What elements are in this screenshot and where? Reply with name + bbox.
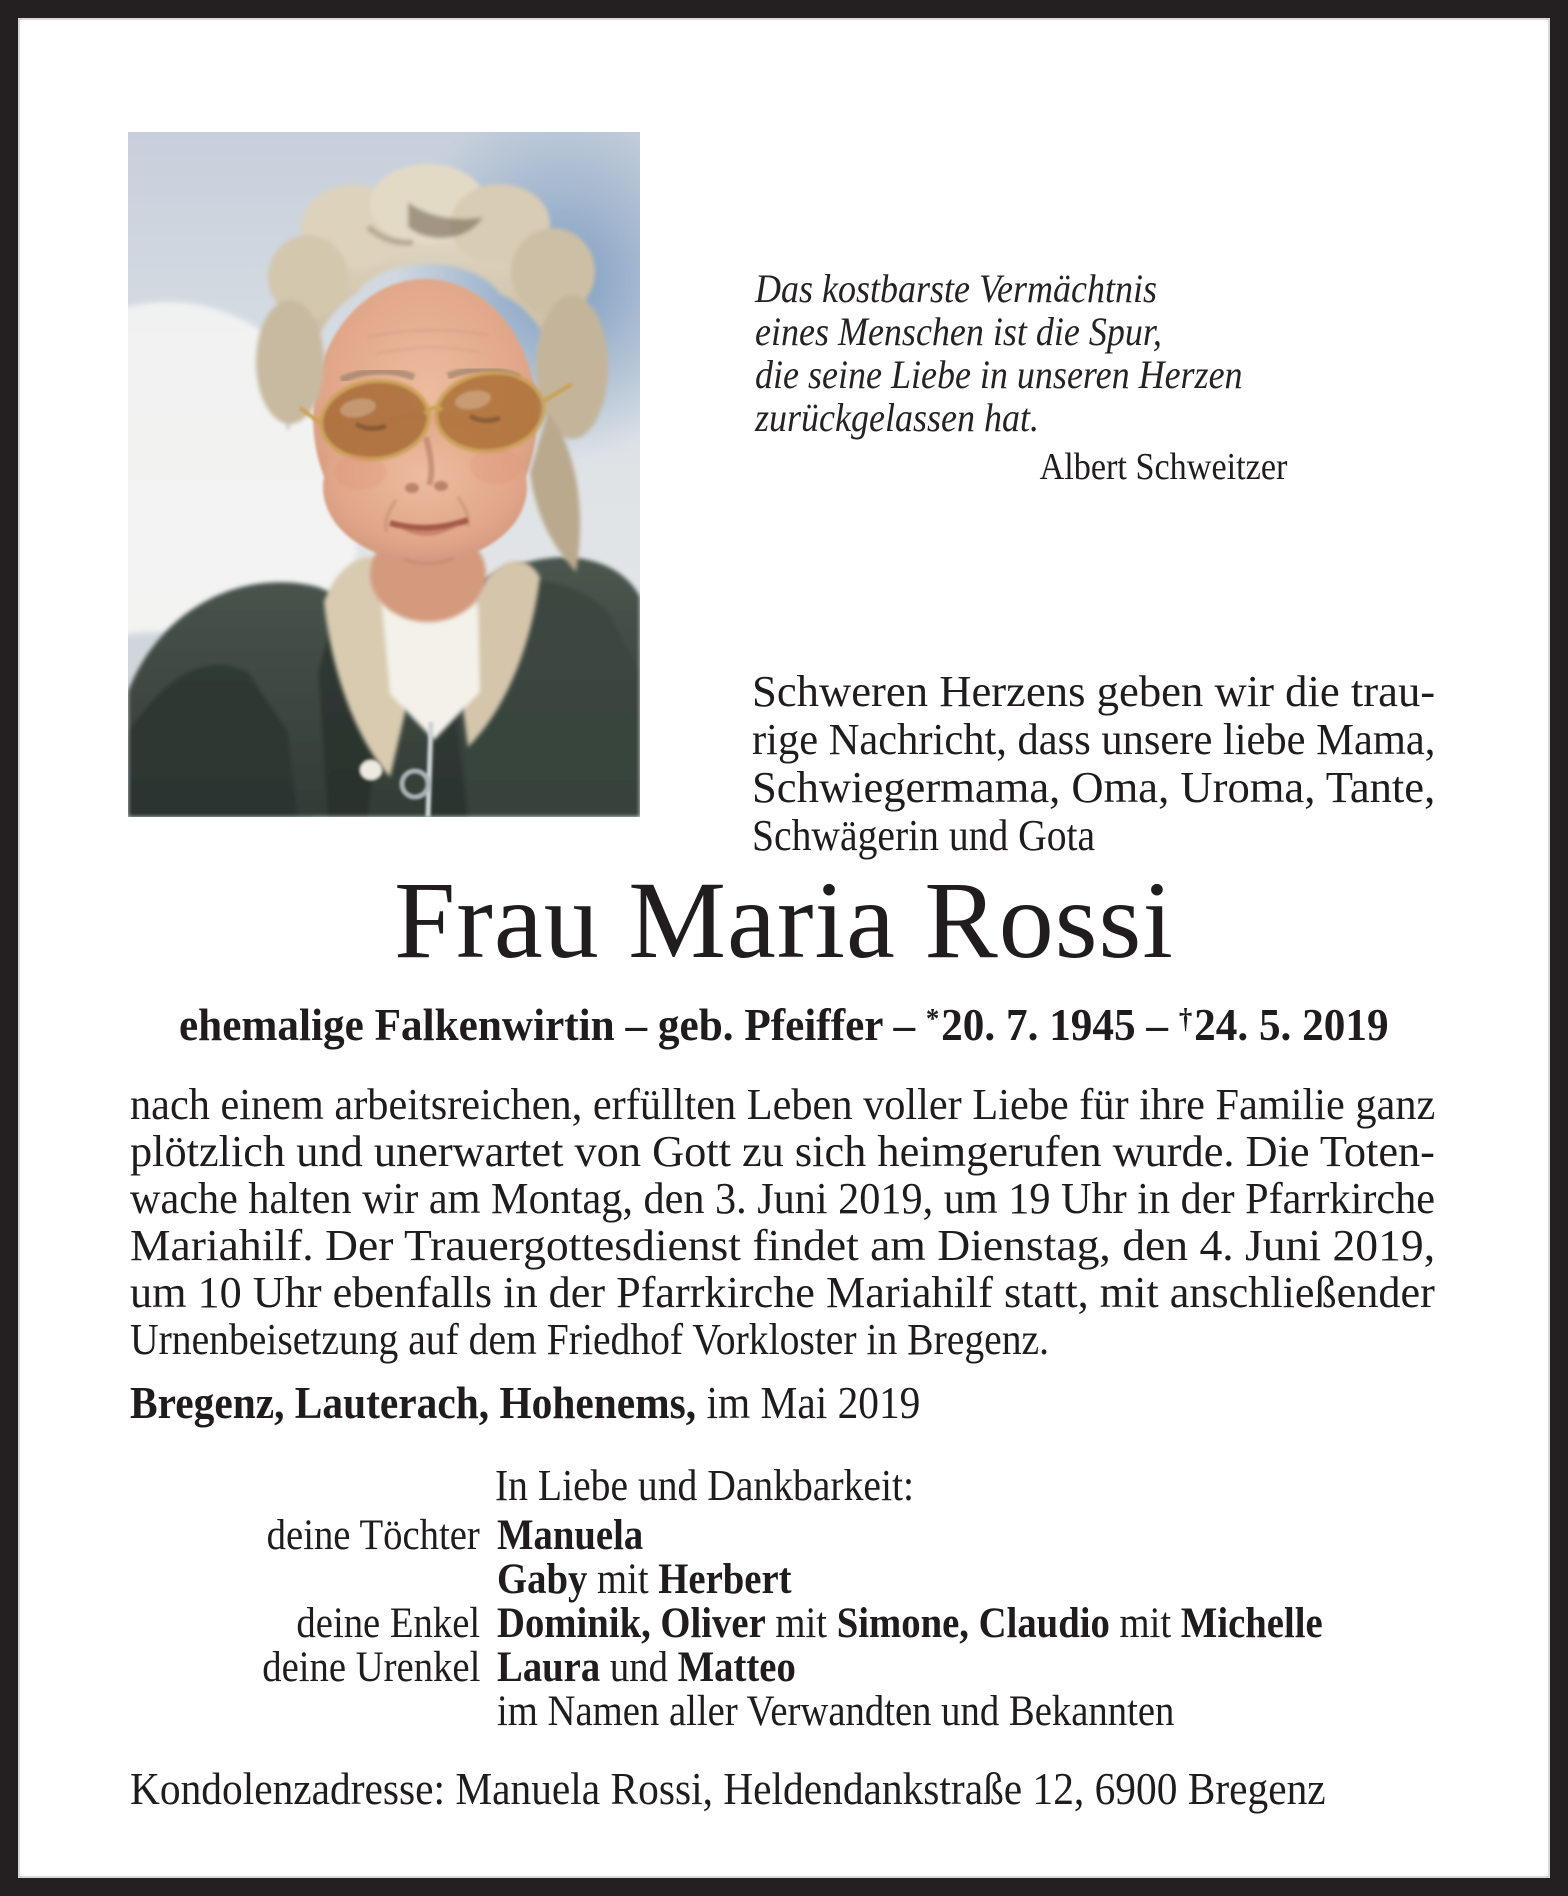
family-name: Gaby (497, 1556, 588, 1603)
announcement-line: Schwägerin und Gota (752, 811, 1096, 860)
family-name: Herbert (658, 1556, 792, 1603)
quote-attribution: Albert Schweitzer (1039, 446, 1287, 488)
quote-line: die seine Liebe in unseren Herzen (755, 352, 1243, 397)
deceased-former-role: ehemalige Falkenwirtin – geb. Pfeiffer – (179, 998, 926, 1050)
announcement-line: Schweren Herzens geben wir die trau- (752, 667, 1436, 716)
deceased-name: Frau Maria Rossi (394, 859, 1174, 981)
family-name: Simone, Claudio (836, 1600, 1110, 1647)
memorial-quote (755, 267, 1287, 489)
death-date: 24. 5. 2019 (1194, 998, 1389, 1050)
obituary-line: Mariahilf. Der Trauergottesdienst findet am Dienstag, den 4. Juni 2019, (130, 1221, 1436, 1270)
family-row: deine Enkel Dominik, Oliver mit Simone, Claudio mit Michelle (296, 1600, 1323, 1647)
family-row: Gaby mit Herbert (497, 1556, 792, 1603)
family-row (130, 1514, 1435, 1558)
family-row: deine Urenkel Laura und Matteo (261, 1644, 796, 1691)
obituary-line: wache halten wir am Montag, den 3. Juni 2019, um 19 Uhr in der Pfarrkirche (130, 1174, 1435, 1223)
relation-label: deine Urenkel (261, 1644, 480, 1691)
relation-label: deine Töchter (266, 1512, 480, 1559)
dateline (130, 1378, 1435, 1428)
quote-line: eines Menschen ist die Spur, (755, 309, 1162, 354)
announcement-line: Schwiegermama, Oma, Uroma, Tante, (752, 763, 1436, 812)
closing-heading: In Liebe und Dankbarkeit: (495, 1461, 914, 1510)
family-note: im Namen aller Verwandten und Bekannten (497, 1688, 1175, 1735)
family-name: Dominik, Oliver (497, 1600, 766, 1647)
obituary-paragraph (130, 1081, 1435, 1363)
death-symbol: † (1178, 1004, 1193, 1035)
portrait-illustration (128, 132, 640, 817)
obituary-line: plötzlich und unerwartet von Gott zu sich heimgerufen wurde. Die Toten- (130, 1127, 1435, 1176)
family-row (130, 1690, 1435, 1734)
quote-line: zurückgelassen hat. (755, 395, 1039, 440)
obituary-line: nach einem arbeitsreichen, erfüllten Leben voller Liebe für ihre Familie ganz (130, 1080, 1436, 1129)
relation-label: deine Enkel (296, 1600, 480, 1647)
family-name: Matteo (677, 1644, 796, 1691)
dateline-cities: Bregenz, Lauterach, Hohenems, (130, 1377, 697, 1428)
quote-line: Das kostbarste Vermächtnis (755, 266, 1157, 311)
family-name: Laura (497, 1644, 601, 1691)
portrait-photo (128, 132, 640, 817)
announcement-line: rige Nachricht, dass unsere liebe Mama, (752, 715, 1436, 764)
condolence-address: Kondolenzadresse: Manuela Rossi, Heldendankstraße 12, 6900 Bregenz (130, 1763, 1326, 1814)
deceased-subtitle (179, 994, 1389, 1051)
announcement-intro (752, 668, 1435, 860)
family-list (130, 1514, 1435, 1734)
birth-symbol: * (925, 1004, 940, 1035)
obituary-line: um 10 Uhr ebenfalls in der Pfarrkirche Mariahilf statt, mit anschließender (130, 1268, 1435, 1317)
obituary-line: Urnenbeisetzung auf dem Friedhof Vorkloster in Bregenz. (130, 1315, 1049, 1364)
birth-date: 20. 7. 1945 – (941, 998, 1179, 1050)
family-name: Michelle (1180, 1600, 1323, 1647)
family-name: Manuela (497, 1512, 644, 1559)
dateline-date: im Mai 2019 (696, 1377, 921, 1428)
